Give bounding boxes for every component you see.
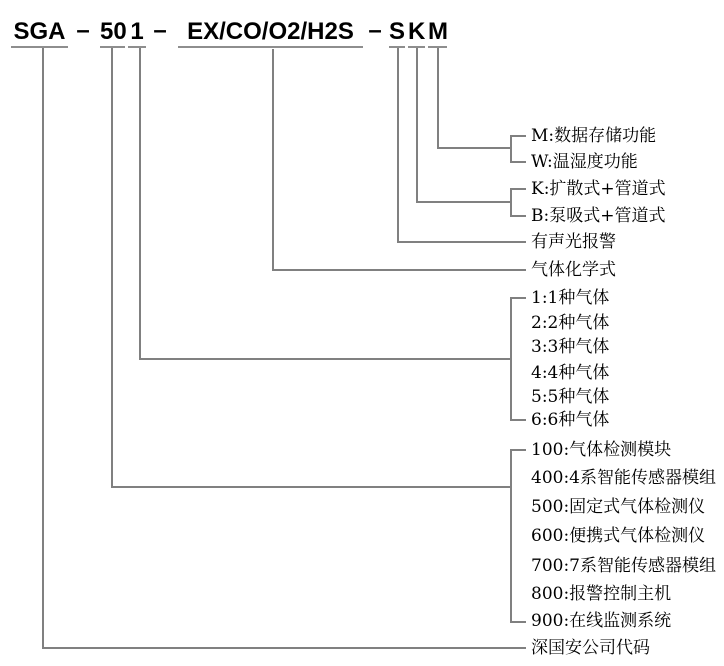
series-option-label: 400:4系智能传感器模组 — [531, 468, 716, 488]
gas-count-option-label: 4:4种气体 — [531, 363, 610, 383]
gas-count-drop-line — [139, 48, 141, 360]
series-option-label: 600:便携式气体检测仪 — [531, 526, 706, 546]
company-prefix-drop-line — [42, 48, 44, 649]
gas-formula-elbow-line — [272, 269, 526, 271]
gas-count-bracket-spine — [510, 297, 512, 421]
code-separator-dash: – — [153, 17, 167, 44]
sampling-flag-drop-line — [416, 48, 418, 203]
gas-count-option-label: 2:2种气体 — [531, 313, 610, 333]
series-option-label: 700:7系智能传感器模组 — [531, 556, 716, 576]
series-bracket-spine — [510, 449, 512, 623]
function-flag-elbow-line — [437, 147, 512, 149]
gas-count-bracket-tick-bottom — [510, 419, 526, 421]
sampling-bracket-tick-bottom — [510, 215, 526, 217]
sampling-flag-elbow-line — [416, 201, 512, 203]
function-option-label: W:温湿度功能 — [531, 152, 638, 172]
company-code-label: 深国安公司代码 — [531, 638, 650, 658]
series-option-label: 500:固定式气体检测仪 — [531, 497, 706, 517]
sampling-option-label: K:扩散式+管道式 — [531, 179, 666, 199]
sampling-bracket-spine — [510, 188, 512, 217]
gas-formula-drop-line — [272, 49, 274, 271]
company-prefix-elbow-line — [42, 647, 526, 649]
function-flag-drop-line — [437, 48, 439, 149]
series-bracket-tick-top — [510, 449, 526, 451]
function-bracket-tick-bottom — [510, 161, 526, 163]
gas-count-option-label: 1:1种气体 — [531, 288, 610, 308]
sound-flag-elbow-line — [397, 241, 526, 243]
sound-flag-drop-line — [397, 48, 399, 243]
function-option-label: M:数据存储功能 — [531, 126, 657, 146]
gas-count-elbow-line — [139, 358, 512, 360]
code-segment-gas-formulas: EX/CO/O2/H2S — [178, 16, 363, 48]
code-segment-flag-sound: S — [389, 16, 405, 48]
code-segment-flag-function: M — [428, 16, 447, 48]
sampling-option-label: B:泵吸式+管道式 — [531, 206, 666, 226]
code-segment-series-digits: 50 — [100, 16, 125, 48]
code-segment-flag-sampling: K — [408, 16, 425, 48]
code-segment-gas-count-digit: 1 — [128, 16, 146, 48]
gas-count-option-label: 3:3种气体 — [531, 337, 610, 357]
gas-count-option-label: 6:6种气体 — [531, 410, 610, 430]
gas-formula-label: 气体化学式 — [531, 260, 616, 280]
series-option-label: 100:气体检测模块 — [531, 440, 672, 460]
series-bracket-tick-bottom — [510, 621, 526, 623]
sampling-bracket-tick-top — [510, 188, 526, 190]
code-separator-dash: – — [76, 17, 90, 44]
series-option-label: 900:在线监测系统 — [531, 611, 672, 631]
function-bracket-tick-top — [510, 135, 526, 137]
series-option-label: 800:报警控制主机 — [531, 584, 672, 604]
gas-count-bracket-tick-top — [510, 297, 526, 299]
code-segment-company-prefix: SGA — [11, 16, 68, 48]
code-separator-dash: – — [368, 17, 382, 44]
gas-count-option-label: 5:5种气体 — [531, 387, 610, 407]
series-drop-line — [111, 48, 113, 488]
function-bracket-spine — [510, 135, 512, 163]
series-elbow-line — [111, 486, 512, 488]
sound-alarm-label: 有声光报警 — [531, 232, 616, 252]
